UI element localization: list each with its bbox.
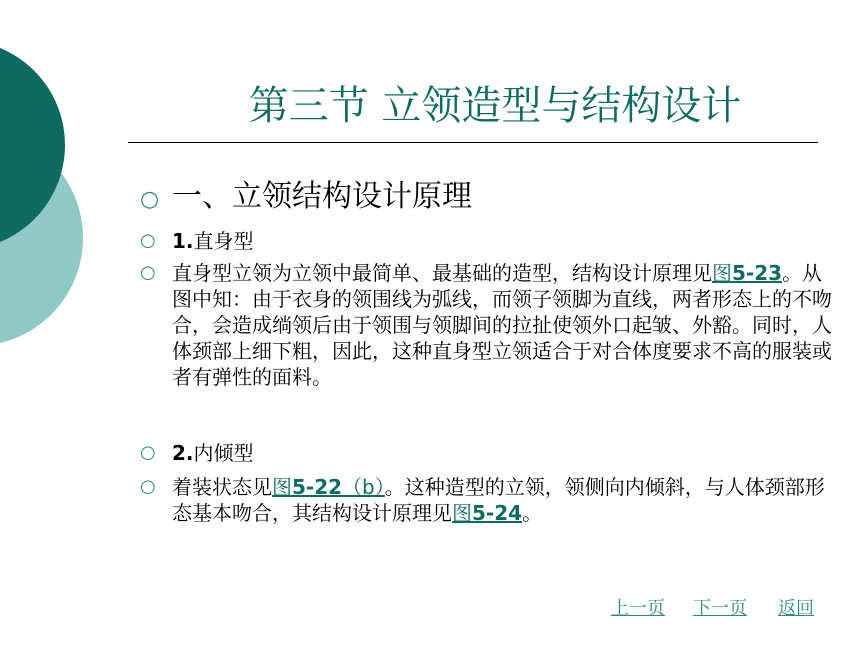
- item-label: 直身型: [193, 229, 254, 253]
- item-inward-type: [172, 440, 832, 466]
- figure-5-23-link[interactable]: 图5-23: [712, 261, 783, 285]
- nav-prev: [611, 598, 665, 620]
- paragraph-text: 。这种造型的立领，领侧向内倾斜，与人体颈部形态基本吻合，其结构设计原理见: [172, 475, 825, 525]
- bullet-icon: ○: [140, 262, 156, 283]
- page-title: 第三节 立领造型与结构设计: [248, 83, 742, 129]
- figure-5-24-link[interactable]: 图5-24: [452, 501, 523, 525]
- item-number: 2.: [172, 441, 194, 465]
- paragraph-inward-type: [172, 474, 832, 526]
- nav-next: [693, 598, 747, 620]
- nav-back: [778, 598, 814, 620]
- figure-5-22b-link[interactable]: 图5-22（b）: [272, 475, 385, 499]
- item-straight-type: [172, 228, 832, 254]
- paragraph-text: 。: [522, 501, 543, 525]
- next-page-link[interactable]: 下一页: [693, 598, 747, 619]
- title-divider: [128, 142, 818, 143]
- bullet-icon: ○: [140, 230, 156, 251]
- item-label: 内倾型: [193, 441, 254, 465]
- bullet-icon: ○: [140, 476, 156, 497]
- back-link[interactable]: 返回: [778, 598, 814, 619]
- paragraph-straight-type: [172, 260, 832, 390]
- bullet-icon: ○: [140, 187, 160, 212]
- decorative-circles: [0, 0, 100, 360]
- paragraph-text: 着装状态见: [172, 475, 272, 499]
- paragraph-text: 。从图中知：由于衣身的领围线为弧线，而领子领脚为直线，两者形态上的不吻合，会造成绱领后由于领围与领脚间的拉扯使领外口起皱、外豁。同时，人体颈部上细下粗，因此，这种直身型立领适合于对合体度要求不高的服装或者有弹性的面料。: [172, 261, 832, 389]
- prev-page-link[interactable]: 上一页: [611, 598, 665, 619]
- item-number: 1.: [172, 229, 194, 253]
- bullet-icon: ○: [140, 442, 156, 463]
- paragraph-text: 直身型立领为立领中最简单、最基础的造型，结构设计原理见: [172, 261, 712, 285]
- section-heading: 一、立领结构设计原理: [172, 179, 472, 214]
